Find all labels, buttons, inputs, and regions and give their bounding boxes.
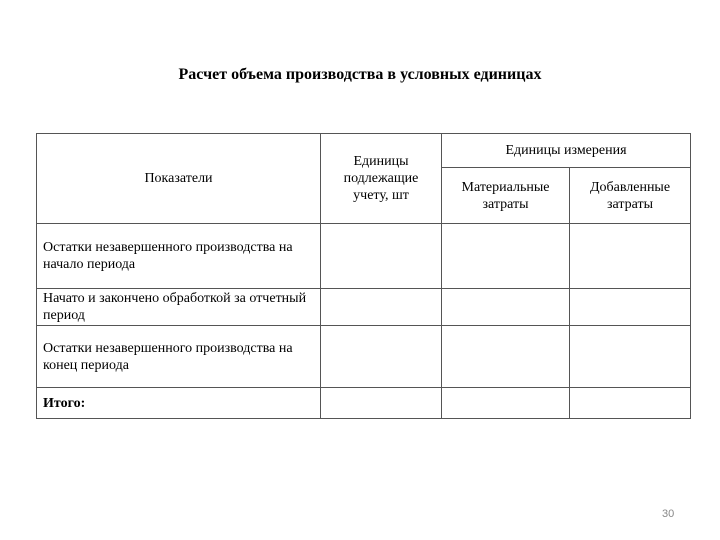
cell-units [321, 388, 442, 419]
cell-added [570, 326, 691, 388]
header-indicators: Показатели [37, 134, 321, 224]
table-row [37, 224, 691, 289]
cell-material [442, 326, 570, 388]
page-title: Расчет объема производства в условных единицах [178, 66, 542, 83]
header-measurement-units: Единицы измерения [442, 134, 691, 168]
cell-material [442, 224, 570, 289]
page-number: 30 [662, 508, 675, 520]
table-row [37, 289, 691, 326]
cell-units [321, 224, 442, 289]
header-units: Единицы подлежащие учету, шт [321, 134, 442, 224]
header-added-costs: Добавленные затраты [570, 168, 691, 224]
row-label: Начато и закончено обработкой за отчетный период [37, 289, 321, 326]
cell-units [321, 289, 442, 326]
cell-material [442, 388, 570, 419]
table-row-total [37, 388, 691, 419]
row-label: Остатки незавершенного производства на конец периода [37, 326, 321, 388]
cell-added [570, 289, 691, 326]
production-table [36, 133, 691, 419]
table-header-row [37, 134, 691, 168]
header-material-costs: Материальные затраты [442, 168, 570, 224]
row-label-total: Итого: [37, 388, 321, 419]
cell-material [442, 289, 570, 326]
cell-added [570, 224, 691, 289]
row-label: Остатки незавершенного производства на начало периода [37, 224, 321, 289]
cell-added [570, 388, 691, 419]
cell-units [321, 326, 442, 388]
table-row [37, 326, 691, 388]
